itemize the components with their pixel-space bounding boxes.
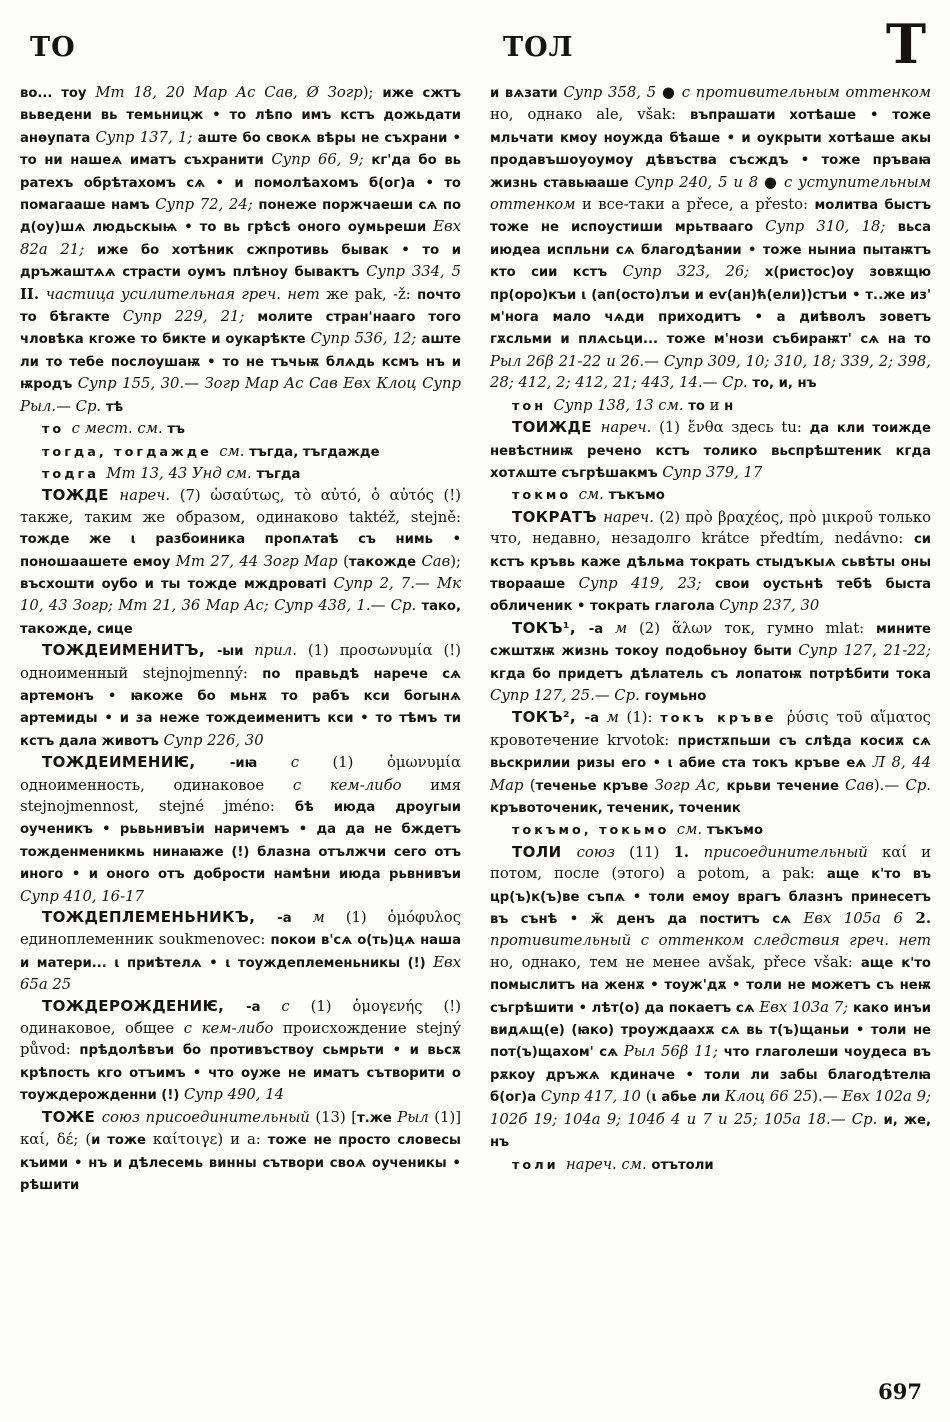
text-segment: Клоц 66 25 [724, 1088, 813, 1106]
text-segment: въпрашати хотѣаше • тоже мльчати кмоу ноужда бѣаше • и оукрыти хотѣаше акы продавъшоуоумоу дѣвъства съсждъ • тоже пръваꙗ жизнь ставьꙗаше [490, 108, 932, 191]
text-segment: како инъи видѧщ(е) (ꙗко) троуждаахѫ сѧ вь т(ъ)щаньи • толи не пот(ъ)щахом' сѧ [490, 1000, 931, 1061]
text-segment: ὁμωνυμία [386, 754, 461, 772]
text-segment: Рыл [397, 1108, 435, 1126]
text-segment: бѣ июда дроугыи оученикъ • рьвьнивъіи наричемъ • да да не бждетъ тожденменикмь нинаꙗже (!) блазна отължчи сего отъ иного • и оного отъ добрости намѣни июда рьвнивъи [20, 800, 461, 883]
text-segment: имя stejnojmennost, stejné jméno: [20, 776, 461, 815]
text-segment: καίτοιγε [152, 1131, 218, 1149]
dictionary-entry [20, 640, 461, 752]
text-segment: Л 8, 44 Мар [490, 754, 931, 794]
text-segment: частица усилительная греч. нет [45, 285, 327, 303]
text-segment: кръвоточеник, теченик, точеник [490, 801, 741, 816]
text-segment: гоумьно [644, 688, 707, 704]
text-segment: ( [529, 776, 536, 794]
text-segment: нареч. см. [566, 1155, 652, 1173]
dictionary-entry [20, 441, 461, 463]
text-segment: прѣдолѣвъи бо противъствоу сьмрьти • и вьсѫ крѣпость кго отъимъ • что оуже не иматъ сътворити о тоуждерожденни (!) [20, 1043, 461, 1104]
text-segment: Супр 237, 30 [719, 597, 820, 615]
dictionary-entry [20, 485, 461, 640]
text-segment: тоже не просто словесы къими • нъ и дѣлесемь винны сътвори своѧ оученикы • рѣшити [20, 1133, 461, 1193]
text-segment: аще к'то въ цр(ъ)к(ъ)ве съпѧ • толи емоу врагъ блазнъ принесетъ въ сънѣ • ж̃ денъ да поститъ сѧ [490, 867, 931, 928]
text-segment: Евх 82а 21; [20, 218, 461, 258]
text-segment: -а [277, 911, 313, 927]
text-segment: -иꙗ [229, 756, 291, 772]
text-segment: противительный с оттенком следствия греч. нет [490, 932, 931, 950]
text-segment: толи [512, 1157, 567, 1173]
text-segment: Супр 419, 23; [578, 574, 715, 592]
text-segment: (1)] [434, 1108, 461, 1126]
text-segment: Сав [845, 776, 874, 794]
running-head-center: ТОЛ [503, 32, 574, 63]
text-segment: ТОЖДЕРОЖДЕНИѤ, [42, 996, 247, 1015]
text-segment: (1) [307, 642, 340, 660]
text-segment: нареч. [119, 487, 180, 505]
text-segment: кгда бо придетъ дѣлатель съ лопатоѭ потрѣбити тока [490, 666, 931, 682]
dictionary-entry [20, 1107, 461, 1197]
text-segment: ) и а: [217, 1131, 268, 1149]
text-segment: Супр 536, 12; [310, 330, 422, 348]
text-segment: -ыи [216, 644, 255, 660]
text-segment: тъкъмо [608, 488, 665, 504]
text-segment: (!) одноименный stejnojmenný: [20, 642, 461, 682]
text-segment: тъ [167, 422, 185, 438]
text-segment: и, же, нъ [490, 1112, 931, 1151]
text-segment: тожде же ι разбоиника пропѧтаѣ съ нимь • поношаашете емоу [20, 532, 461, 570]
text-segment: токмо [512, 488, 579, 504]
dictionary-entry [490, 484, 931, 506]
dictionary-entry [490, 707, 931, 819]
text-segment: Супр 155, 30.— Зогр Мар Ас Сав Евх Клоц Супр Рыл.— Ср. [20, 375, 462, 415]
text-segment: καί, δέ; [20, 1131, 86, 1149]
text-segment: ).— [812, 1088, 843, 1106]
text-segment: нареч. [603, 508, 660, 526]
text-segment: токъ кръве [660, 711, 787, 727]
text-segment: иже бо хотѣник сжпротивь бывак • то и дръжаштѧѧ страсти оумъ плѣноу бывактъ [20, 242, 462, 281]
text-segment: ● [661, 84, 682, 101]
text-segment: одноименность, одинаковое [20, 776, 293, 794]
text-segment: с [281, 997, 311, 1015]
text-segment: Зогр Ас, [654, 776, 727, 794]
text-segment: -а [588, 621, 615, 637]
dictionary-entry [20, 418, 461, 440]
dictionary-entry [20, 82, 461, 418]
text-segment: тъгда [256, 466, 301, 482]
text-segment: с противительным оттенком [681, 84, 931, 101]
text-segment: происхождение stejný původ: [20, 1020, 461, 1059]
text-segment: тон [512, 398, 554, 414]
text-segment: аште бо свокѧ вѣры не съхрани • то ни нашеѧ иматъ съхранити [20, 130, 461, 169]
text-segment: ТОЖДЕИМЕНИѤ, [42, 753, 230, 772]
text-segment: (1) [659, 419, 688, 437]
text-segment: т.же [357, 1110, 398, 1126]
text-segment: Супр 137, 1; [95, 128, 198, 146]
text-segment: Супр 240, 5 и 8 [634, 173, 765, 191]
text-segment: ἔνθα [687, 419, 732, 437]
text-segment: союз [576, 843, 630, 861]
text-segment: Супр 334, 5 [366, 263, 461, 281]
text-segment: Сав [421, 552, 451, 570]
text-segment: Супр 66, 9; [271, 151, 372, 169]
running-head [0, 12, 950, 76]
text-segment: си кстъ кръвь каже дѣльма тократь стыдъкыѧ сьвѣты оны творааше [490, 532, 931, 592]
text-segment: (!) одинаковое, общее [20, 997, 461, 1038]
dictionary-entry [490, 618, 931, 708]
text-segment: Супр 417, 10 [540, 1088, 646, 1106]
dictionary-entry [490, 842, 931, 1154]
text-segment: Супр 379, 17 [662, 463, 763, 481]
text-segment: ἅλων [671, 619, 725, 637]
dictionary-entry [490, 819, 931, 841]
text-segment: но, однако, тем не менее avšak, přece však: [490, 953, 861, 971]
text-segment: молите стран'нааго того чловѣка кгоже то бикте и оукарѣкте [20, 310, 461, 348]
text-segment: ТОИЖДЕ [512, 418, 601, 437]
text-segment: тъгда, тъгдажде [249, 444, 380, 460]
text-segment: ὁμογενής [352, 997, 444, 1015]
text-segment: πρὸ βραχέος, πρὸ μικροῦ [685, 508, 879, 526]
text-segment: Евх 65а 25 [20, 953, 461, 994]
text-segment: покои в'сѧ о(ть)цѧ наша и матери... ι приѣтелѧ • ι тоуждеплеменьникы (!) [20, 933, 461, 971]
text-segment: (1) [332, 754, 387, 772]
text-segment: ТОЖДЕПЛЕМЕНЬНИКЪ, [42, 908, 278, 927]
text-segment: тогда, тогдажде [42, 444, 220, 460]
dictionary-entry [490, 417, 931, 484]
text-segment: кровотечение krvotok: [490, 731, 678, 749]
text-segment: тѣ [105, 399, 124, 415]
text-segment: по правьдѣ нарече сѧ артемонъ • ꙗкоже бо мьнѫ то рабъ кси богынѧ артемиды • и за неже тождеименитъ кси • то тѣмъ ти кстъ дала животъ [20, 666, 461, 749]
text-segment: Евх 103а 7; [759, 998, 853, 1016]
text-segment: Супр 358, 5 [563, 84, 662, 101]
text-segment: (!) также, таким же образом, одинаково taktéž, stejně: [20, 487, 461, 526]
text-segment: Супр 226, 30 [163, 731, 264, 749]
dictionary-entry [490, 507, 931, 618]
left-column [20, 82, 461, 1196]
text-segment: и вѧзати [490, 86, 564, 101]
text-segment: Супр 127, 25.— Ср. [490, 686, 645, 704]
text-segment: отътоли [651, 1157, 714, 1173]
text-segment: Супр 2, 7.— Мк 10, 43 Зогр; Мт 21, 36 Мар Ас; Супр 438, 1.— Ср. [20, 574, 461, 615]
text-segment: м [606, 709, 627, 727]
text-segment: ТОЖЕ [42, 1107, 102, 1126]
text-segment: ток, гумно mlat: [724, 619, 877, 637]
text-segment: ТОКРАТЪ [512, 507, 604, 526]
text-segment: въсхошти оубо и ты тожде мждроваті [20, 576, 334, 592]
text-segment: ТОЖДЕИМЕНИТЪ, [42, 641, 217, 660]
text-segment: молитва быстъ тоже не испоустиши мрьтвааго [490, 198, 931, 236]
text-segment: прил. [254, 642, 308, 660]
text-segment: (1) [345, 909, 388, 927]
text-segment: ); [450, 552, 461, 570]
text-segment: свои оустьнѣ тебѣ быста обличеник • тократь глагола [490, 576, 932, 615]
text-segment: ТОКЪ¹, [512, 618, 589, 637]
text-segment: здесь tu: [731, 419, 810, 437]
text-segment: х(ристос)оу зовѫщю пр(оро)къи ι (ап(осто)лъи и еѵ(ан)ћ(ели))стъи • т..же из' м'нога мало чѧди приходитъ • а диѣволъ зоветъ гѫсльми и плѧсьци... тоже м'нози събираѭт' сѧ на то [490, 265, 932, 348]
text-segment: Супр 127, 21-22; [798, 642, 932, 660]
text-segment: καί [881, 843, 922, 861]
text-segment: и [709, 396, 725, 414]
dictionary-entry [490, 82, 931, 395]
text-segment: такожде [348, 554, 422, 570]
text-segment: и все-таки a přece, a přesto: [581, 196, 815, 214]
text-segment: тако, такожде, сице [20, 599, 461, 637]
text-segment: 1. [673, 843, 704, 861]
text-segment: ( [343, 552, 349, 570]
text-segment: (13) [ [315, 1108, 358, 1126]
text-segment: -а [584, 711, 607, 727]
page-number: 697 [878, 1379, 922, 1404]
text-segment: союз присоединительный [101, 1108, 316, 1126]
text-segment: то [688, 398, 710, 414]
text-segment: ); [362, 84, 383, 101]
text-columns [20, 82, 931, 1196]
text-segment: да кли тоижде невѣстниѭ речено кстъ толико вьспрѣштеник кгда хотѧште съгрѣшакмъ [490, 421, 931, 481]
text-segment: тодга [42, 466, 107, 482]
text-segment: Мт 18, 20 Мар Ас Сав, Ø Зогр [95, 84, 363, 101]
text-segment: προσωνυμία [339, 642, 444, 660]
text-segment: крьви течение [726, 778, 846, 794]
text-segment: м [614, 619, 640, 637]
text-segment: аште ли то тебе послоушаѭ • то не тъчьѭ блѧдь ксмъ нъ и ѭродъ [20, 332, 461, 393]
text-segment: 2. [915, 910, 931, 928]
text-segment: см. [578, 486, 609, 504]
text-segment: с [290, 754, 333, 772]
text-segment: м [312, 909, 346, 927]
text-segment: (11) [629, 843, 674, 861]
right-column [490, 82, 931, 1196]
text-segment: ῥύσις τοῦ αἵματος [786, 709, 931, 727]
text-segment: Супр 490, 14 [183, 1086, 285, 1104]
running-head-letter: Т [885, 12, 926, 76]
text-segment: Супр 310, 18; [765, 218, 898, 236]
text-segment: ТОЛИ [512, 842, 577, 861]
text-segment: Мт 27, 44 Зогр Мар [175, 552, 344, 570]
text-segment: Мт 13, 43 Унд см. [106, 464, 257, 482]
text-segment: ( [645, 1088, 652, 1106]
text-segment: кг'да бо вь ратехъ обрѣтахомъ сѧ • и помолѣахомъ б(ог)а • то помагааше намъ [20, 153, 462, 214]
text-segment: понеже поржчаеши сѧ по д(оу)шѧ людьскыѩ • то вь грѣсѣ оного оумьреши [20, 198, 462, 236]
dictionary-entry [20, 752, 461, 907]
text-segment: и тоже [91, 1133, 153, 1149]
text-segment: почто то бѣгакте [20, 287, 461, 326]
text-segment: ТОКЪ², [512, 708, 585, 727]
text-segment: Супр 323, 26; [622, 263, 765, 281]
text-segment: нареч. [600, 419, 660, 437]
text-segment: ι абье ли [651, 1090, 725, 1106]
text-segment: токъмо, токьмо [512, 823, 677, 839]
text-segment: ● [764, 173, 784, 191]
text-segment: аще к'то помыслитъ на женѫ • тоуж'дѫ • толи не можетъ съ неѭ съгрѣшити • лѣт(о) да покаетъ сѧ [490, 955, 931, 1016]
dictionary-entry [20, 996, 461, 1107]
text-segment: то, и, нъ [752, 376, 817, 392]
text-segment: теченье кръве [535, 778, 655, 794]
text-segment: Рыл 26β 21-22 и 26.— Супр 309, 10; 310, 18; 339, 2; 398, 28; 412, 2; 412, 21; 443, 14.— Ср. [490, 352, 931, 392]
text-segment: пристѫпьши съ слѣда косиѫ сѧ вьскрилии ризы его • ι абие ста токъ кръве еѧ [490, 733, 931, 772]
text-segment: ).— [873, 776, 906, 794]
dictionary-entry [490, 395, 931, 417]
running-head-left: ТО [30, 32, 76, 63]
text-segment: с кем-либо [292, 776, 431, 794]
text-segment: (7) [179, 487, 211, 505]
text-segment: мините сжштѫѭ жизнь токоу подобьноу быти [490, 621, 931, 660]
text-segment: ὡσαύτως, τὸ αὐτό, ὁ αὐτός [210, 487, 444, 505]
text-segment: см. [676, 821, 707, 839]
text-segment: Ср. [905, 776, 931, 794]
text-segment: тъкъмо [706, 823, 764, 839]
text-segment: Супр 138, 13 см. [553, 396, 689, 414]
text-segment: Супр 410, 16-17 [20, 887, 144, 905]
text-segment: только что, недавно, незадолго krátce předtím, nedávno: [490, 508, 932, 548]
text-segment: Евх 102а 9; 102б 19; 104а 9; 104б 4 и 7 и 25; 105а 18.— Ср. [490, 1088, 932, 1128]
text-segment: и потом, после (этого) a potom, a pak: [490, 843, 932, 883]
text-segment: Рыл 56β 11; [623, 1043, 724, 1061]
text-segment: (1) [310, 997, 353, 1015]
text-segment: н [724, 398, 734, 414]
text-segment: (2) [659, 508, 686, 526]
text-segment: во... тоу [20, 86, 96, 101]
text-segment: II. [20, 285, 46, 303]
dictionary-entry [20, 463, 461, 485]
text-segment: то [42, 422, 72, 438]
text-segment: ὁμόφυλος [387, 909, 461, 927]
text-segment: иже сжтъ вьведени вь темьницж • то лѣпо имъ кстъ дожьдати анѳупата [20, 86, 461, 146]
text-segment: Супр 229, 21; [122, 308, 258, 326]
dictionary-entry [490, 1154, 931, 1176]
text-segment: с мест. см. [71, 420, 168, 438]
text-segment: единоплеменник soukmenovec: [20, 931, 271, 949]
dictionary-entry [20, 907, 461, 996]
text-segment: ( [85, 1131, 92, 1149]
text-segment: присоединительный [703, 843, 882, 861]
text-segment: Евх 105а 6 [803, 910, 916, 928]
text-segment: что глаголеши чоудеса въ рѫкоу дръжѧ кдиначе • толи ли забы благодѣтелꙗ б(ог)а [490, 1045, 931, 1106]
text-segment: вьса июдеа испльни сѧ благодѣании • тоже ныниа пытаѭтъ кто сии кстъ [490, 220, 932, 281]
text-segment: же pak, -ž: [326, 285, 418, 303]
text-segment: с кем-либо [183, 1020, 283, 1038]
text-segment: (2) [639, 619, 672, 637]
text-segment: с уступительным оттенком [490, 173, 931, 214]
text-segment: см. [219, 442, 250, 460]
text-segment: ТОЖДЕ [42, 486, 120, 505]
text-segment: -а [246, 999, 282, 1015]
text-segment: но, однако ale, však: [490, 106, 690, 124]
text-segment: Супр 72, 24; [155, 196, 259, 214]
text-segment: (1): [626, 709, 661, 727]
